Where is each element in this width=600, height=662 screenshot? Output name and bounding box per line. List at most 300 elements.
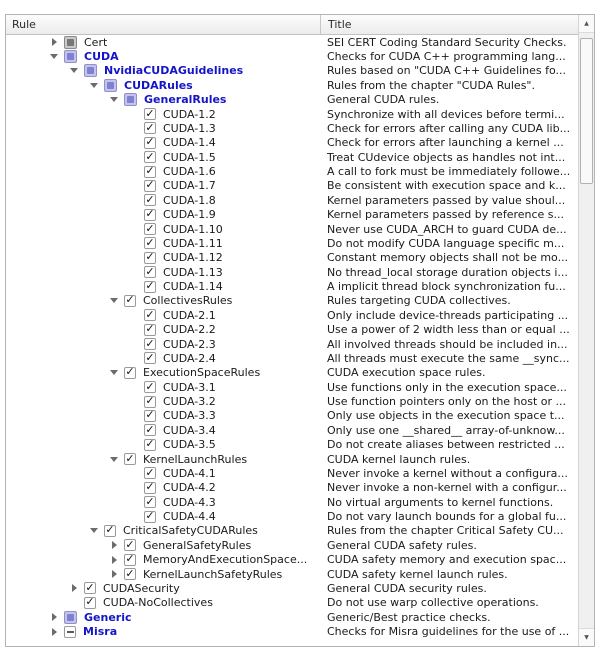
arrow-placeholder	[124, 150, 144, 164]
rule-title: Only use objects in the execution space t...	[327, 409, 565, 423]
rule-label: CUDA-2.1	[163, 308, 216, 322]
checkbox-checked[interactable]	[144, 511, 156, 523]
checkbox-checked[interactable]	[144, 338, 156, 350]
rule-title: Do not use warp collective operations.	[327, 596, 539, 610]
tree-row[interactable]	[6, 121, 578, 135]
arrow-placeholder	[124, 337, 144, 351]
rule-title: CUDA kernel launch rules.	[327, 452, 471, 466]
rule-cell	[6, 466, 320, 480]
rule-label: CUDA-2.4	[163, 351, 216, 365]
checkbox-checked[interactable]	[144, 396, 156, 408]
tree-row[interactable]	[6, 423, 578, 437]
tree-row[interactable]	[6, 164, 578, 178]
tree-row[interactable]	[6, 394, 578, 408]
chevron-expanded-icon	[110, 298, 118, 303]
rule-cell	[6, 438, 320, 452]
indent-spacer	[6, 530, 84, 531]
rule-label: CUDASecurity	[103, 581, 180, 595]
chevron-collapsed-icon	[52, 38, 57, 46]
scroll-up-icon: ▲	[584, 20, 589, 27]
arrow-placeholder	[124, 394, 144, 408]
title-column-header-cell[interactable]	[320, 15, 578, 34]
dash-icon	[67, 631, 74, 633]
rule-cell	[6, 49, 320, 63]
indent-spacer	[6, 387, 124, 388]
rule-title: Kernel parameters passed by reference s...	[327, 208, 565, 222]
checkmark-icon: ✓	[145, 150, 155, 163]
tree-row[interactable]	[6, 294, 578, 308]
rule-cell	[6, 481, 320, 495]
checkmark-icon: ✓	[145, 308, 155, 321]
checkmark-icon: ✓	[145, 193, 155, 206]
scroll-up-button[interactable]	[579, 15, 594, 33]
chevron-expanded-icon	[110, 97, 118, 102]
checkbox-partial-dash[interactable]	[64, 626, 76, 638]
checkbox-partial-blue[interactable]	[64, 50, 77, 63]
indent-spacer	[6, 114, 124, 115]
tree-row[interactable]	[6, 136, 578, 150]
checkbox-checked[interactable]	[144, 151, 156, 163]
rule-label: CUDA-3.1	[163, 380, 216, 394]
expand-toggle[interactable]	[104, 452, 124, 466]
indent-spacer	[6, 588, 64, 589]
checkbox-checked[interactable]	[144, 281, 156, 293]
checkmark-icon: ✓	[145, 265, 155, 278]
indent-spacer	[6, 401, 124, 402]
checkbox-checked[interactable]	[144, 482, 156, 494]
tree-row[interactable]	[6, 610, 578, 624]
checkbox-partial-gray[interactable]	[64, 36, 77, 49]
checkmark-icon: ✓	[145, 437, 155, 451]
arrow-placeholder	[124, 164, 144, 178]
expand-toggle[interactable]	[104, 553, 124, 567]
tree-row[interactable]	[6, 323, 578, 337]
checkbox-checked[interactable]	[144, 108, 156, 120]
checkmark-icon: ✓	[145, 178, 155, 192]
tree-row[interactable]	[6, 452, 578, 466]
rule-title: Never invoke a kernel without a configura...	[327, 466, 568, 480]
checkmark-icon: ✓	[125, 552, 135, 566]
indent-spacer	[6, 243, 124, 244]
indent-spacer	[6, 286, 124, 287]
arrow-placeholder	[124, 323, 144, 337]
tree-row[interactable]	[6, 150, 578, 164]
rule-title: Be consistent with execution space and k...	[327, 179, 566, 193]
rule-label: KernelLaunchRules	[143, 452, 248, 466]
rule-label: CUDARules	[124, 78, 193, 92]
tree-row[interactable]	[6, 78, 578, 92]
rule-cell	[6, 394, 320, 408]
tree-row[interactable]	[6, 179, 578, 193]
tree-row[interactable]	[6, 524, 578, 538]
rule-label: CUDA-2.3	[163, 337, 216, 351]
scroll-down-button[interactable]	[579, 628, 594, 646]
expand-toggle[interactable]	[104, 567, 124, 581]
arrow-placeholder	[124, 495, 144, 509]
rule-title: Only include device-threads participating ...	[327, 308, 569, 322]
rule-label: CUDA-1.2	[163, 107, 216, 121]
rule-label: KernelLaunchSafetyRules	[143, 567, 283, 581]
checkmark-icon: ✓	[145, 466, 155, 479]
checkbox-checked[interactable]	[144, 309, 156, 321]
indent-spacer	[6, 56, 44, 57]
tree-row[interactable]	[6, 251, 578, 265]
scrollbar-thumb[interactable]	[580, 38, 593, 184]
tree-row[interactable]	[6, 509, 578, 523]
chevron-collapsed-icon	[52, 613, 57, 621]
tree-header	[6, 15, 578, 35]
rule-title: Only use one __shared__ array-of-unknow...	[327, 423, 565, 437]
rule-title: General CUDA security rules.	[327, 581, 487, 595]
indent-spacer	[6, 142, 124, 143]
tree-row[interactable]	[6, 222, 578, 236]
rule-title: A call to fork must be immediately followe...	[327, 165, 571, 179]
indent-spacer	[6, 502, 124, 503]
rule-cell	[6, 495, 320, 509]
rule-cell	[6, 136, 320, 150]
rule-label: CUDA-1.7	[163, 179, 216, 193]
indent-spacer	[6, 229, 124, 230]
rule-label: CUDA-1.10	[163, 222, 223, 236]
checkbox-checked[interactable]	[144, 137, 156, 149]
checkbox-checked[interactable]	[104, 525, 116, 537]
tree-row[interactable]	[6, 596, 578, 610]
checkmark-icon: ✓	[125, 566, 135, 580]
expand-toggle[interactable]	[44, 610, 64, 624]
tree-row[interactable]	[6, 581, 578, 595]
checkbox-checked[interactable]	[124, 367, 136, 379]
vertical-scrollbar[interactable]	[578, 15, 594, 646]
rule-label: GeneralSafetyRules	[143, 538, 252, 552]
rule-title: Constant memory objects shall not be mo...	[327, 251, 569, 265]
tree-row[interactable]	[6, 64, 578, 78]
rule-title: All threads must execute the same __sync...	[327, 351, 570, 365]
rule-label: NvidiaCUDAGuidelines	[104, 64, 244, 78]
chevron-collapsed-icon	[52, 628, 57, 636]
rule-cell	[6, 164, 320, 178]
indent-spacer	[6, 171, 124, 172]
rule-title: Rules from the chapter "CUDA Rules".	[327, 78, 535, 92]
checkbox-partial-blue[interactable]	[124, 93, 137, 106]
checkbox-checked[interactable]	[84, 597, 96, 609]
checkbox-checked[interactable]	[144, 324, 156, 336]
indent-spacer	[6, 70, 64, 71]
tree-row[interactable]	[6, 553, 578, 567]
rule-label: CUDA-1.8	[163, 193, 216, 207]
checkbox-checked[interactable]	[144, 381, 156, 393]
chevron-collapsed-icon	[112, 570, 117, 578]
tree-row[interactable]	[6, 624, 578, 638]
tree-row[interactable]	[6, 466, 578, 480]
checkbox-checked[interactable]	[144, 209, 156, 221]
checkmark-icon: ✓	[125, 451, 135, 465]
indent-spacer	[6, 545, 104, 546]
tree-row[interactable]	[6, 49, 578, 63]
rule-cell	[6, 107, 320, 121]
rule-cell	[6, 294, 320, 308]
checkbox-checked[interactable]	[144, 410, 156, 422]
rule-label: CUDA-4.4	[163, 510, 216, 524]
rule-title: Check for errors after calling any CUDA lib...	[327, 121, 571, 135]
expand-toggle[interactable]	[44, 624, 64, 638]
checkbox-checked[interactable]	[124, 539, 136, 551]
checkbox-checked[interactable]	[124, 453, 136, 465]
rule-label: CUDA-1.12	[163, 251, 223, 265]
checkbox-checked[interactable]	[144, 237, 156, 249]
checkmark-icon: ✓	[105, 523, 115, 537]
checkbox-checked[interactable]	[144, 252, 156, 264]
tree-row[interactable]	[6, 538, 578, 552]
expand-toggle[interactable]	[64, 581, 84, 595]
indent-spacer	[6, 602, 64, 603]
arrow-placeholder	[124, 251, 144, 265]
checkbox-checked[interactable]	[144, 496, 156, 508]
rule-title: Check for errors after launching a kernel ...	[327, 136, 564, 150]
tree-row[interactable]	[6, 351, 578, 365]
rule-cell	[6, 121, 320, 135]
checkbox-checked[interactable]	[124, 295, 136, 307]
checkmark-icon: ✓	[145, 164, 155, 178]
rule-cell	[6, 323, 320, 337]
arrow-placeholder	[124, 265, 144, 279]
expand-toggle[interactable]	[64, 64, 84, 78]
rule-cell	[6, 279, 320, 293]
indent-spacer	[6, 617, 44, 618]
partial-fill-icon	[107, 82, 114, 89]
rule-cell	[6, 624, 320, 638]
rule-label: CUDA-4.1	[163, 466, 216, 480]
expand-toggle[interactable]	[84, 524, 104, 538]
checkmark-icon: ✓	[145, 336, 155, 350]
indent-spacer	[6, 42, 44, 43]
rule-cell	[6, 524, 320, 538]
checkbox-checked[interactable]	[124, 568, 136, 580]
expand-toggle[interactable]	[104, 366, 124, 380]
chevron-expanded-icon	[110, 370, 118, 375]
arrow-placeholder	[124, 279, 144, 293]
checkmark-icon: ✓	[145, 135, 155, 149]
rule-label: CUDA	[84, 50, 119, 64]
tree-row[interactable]	[6, 193, 578, 207]
tree-row[interactable]	[6, 35, 578, 49]
rule-label: CUDA-3.5	[163, 438, 216, 452]
checkbox-checked[interactable]	[144, 467, 156, 479]
checkbox-checked[interactable]	[144, 166, 156, 178]
rule-cell	[6, 581, 320, 595]
tree-row[interactable]	[6, 308, 578, 322]
rule-label: CollectivesRules	[143, 294, 233, 308]
chevron-collapsed-icon	[112, 541, 117, 549]
checkbox-partial-blue[interactable]	[104, 79, 117, 92]
checkmark-icon: ✓	[145, 380, 155, 393]
rule-cell	[6, 351, 320, 365]
rule-title: Use function pointers only on the host or ...	[327, 395, 567, 409]
checkmark-icon: ✓	[145, 423, 155, 436]
expand-toggle[interactable]	[44, 35, 64, 49]
checkbox-checked[interactable]	[124, 554, 136, 566]
checkbox-checked[interactable]	[144, 122, 156, 134]
arrow-placeholder	[124, 179, 144, 193]
rule-title: Generic/Best practice checks.	[327, 610, 491, 624]
checkbox-checked[interactable]	[144, 424, 156, 436]
indent-spacer	[6, 128, 124, 129]
tree-row[interactable]	[6, 567, 578, 581]
checkmark-icon: ✓	[125, 293, 135, 307]
tree-row[interactable]	[6, 380, 578, 394]
checkmark-icon: ✓	[145, 351, 155, 364]
tree-row[interactable]	[6, 107, 578, 121]
checkbox-checked[interactable]	[144, 352, 156, 364]
rule-title: Checks for CUDA C++ programming lang...	[327, 50, 566, 64]
rule-cell	[6, 452, 320, 466]
checkmark-icon: ✓	[145, 250, 155, 264]
indent-spacer	[6, 516, 124, 517]
rule-cell	[6, 553, 320, 567]
rule-cell	[6, 236, 320, 250]
tree-row[interactable]	[6, 366, 578, 380]
rule-title: Treat CUdevice objects as handles not int...	[327, 150, 566, 164]
arrow-placeholder	[124, 438, 144, 452]
indent-spacer	[6, 272, 124, 273]
rule-tree-widget	[5, 14, 595, 647]
rule-title: Synchronize with all devices before termi...	[327, 107, 565, 121]
rule-title: A implicit thread block synchronization fu...	[327, 280, 566, 294]
rule-cell	[6, 150, 320, 164]
rule-column-header[interactable]: Rule	[12, 18, 36, 31]
rule-cell	[6, 35, 320, 49]
rule-label: GeneralRules	[144, 93, 227, 107]
arrow-placeholder	[124, 208, 144, 222]
chevron-collapsed-icon	[72, 584, 77, 592]
indent-spacer	[6, 358, 124, 359]
chevron-expanded-icon	[50, 54, 58, 59]
arrow-placeholder	[124, 193, 144, 207]
indent-spacer	[6, 415, 124, 416]
chevron-expanded-icon	[70, 68, 78, 73]
checkmark-icon: ✓	[145, 408, 155, 422]
tree-row[interactable]	[6, 208, 578, 222]
indent-spacer	[6, 473, 124, 474]
title-column-header: Title	[328, 18, 352, 31]
tree-row[interactable]	[6, 481, 578, 495]
chevron-collapsed-icon	[112, 556, 117, 564]
rule-label: CUDA-4.3	[163, 495, 216, 509]
rule-title: Use a power of 2 width less than or equal ...	[327, 323, 570, 337]
rule-cell	[6, 567, 320, 581]
indent-spacer	[6, 459, 104, 460]
arrow-placeholder	[124, 466, 144, 480]
rule-title: No virtual arguments to kernel functions.	[327, 495, 554, 509]
rule-cell	[6, 380, 320, 394]
chevron-expanded-icon	[90, 528, 98, 533]
rule-cell	[6, 64, 320, 78]
expand-toggle[interactable]	[84, 78, 104, 92]
indent-spacer	[6, 344, 124, 345]
arrow-placeholder	[124, 481, 144, 495]
rule-title: Use functions only in the execution space...	[327, 380, 567, 394]
rule-label: ExecutionSpaceRules	[143, 366, 261, 380]
tree-row[interactable]	[6, 265, 578, 279]
checkmark-icon: ✓	[145, 495, 155, 508]
expand-toggle[interactable]	[104, 93, 124, 107]
checkbox-checked[interactable]	[144, 266, 156, 278]
tree-row[interactable]	[6, 93, 578, 107]
checkbox-checked[interactable]	[144, 180, 156, 192]
indent-spacer	[6, 185, 124, 186]
tree-row[interactable]	[6, 438, 578, 452]
checkbox-partial-blue[interactable]	[84, 64, 97, 77]
rule-title: All involved threads should be included in...	[327, 337, 568, 351]
rule-title: Checks for Misra guidelines for the use of ...	[327, 625, 570, 639]
indent-spacer	[6, 372, 104, 373]
checkbox-checked[interactable]	[144, 223, 156, 235]
rule-label: Generic	[84, 610, 132, 624]
indent-spacer	[6, 214, 124, 215]
rule-cell	[6, 366, 320, 380]
rule-title: CUDA safety kernel launch rules.	[327, 567, 508, 581]
rule-cell	[6, 251, 320, 265]
tree-row[interactable]	[6, 337, 578, 351]
tree-row[interactable]	[6, 495, 578, 509]
tree-row[interactable]	[6, 236, 578, 250]
rule-title: General CUDA safety rules.	[327, 538, 477, 552]
arrow-placeholder	[124, 308, 144, 322]
rule-cell	[6, 193, 320, 207]
checkmark-icon: ✓	[145, 106, 155, 120]
rule-cell	[6, 596, 320, 610]
checkmark-icon: ✓	[145, 279, 155, 293]
rule-label: CUDA-3.4	[163, 423, 216, 437]
expand-toggle[interactable]	[44, 49, 64, 63]
checkbox-checked[interactable]	[144, 194, 156, 206]
checkbox-checked[interactable]	[144, 439, 156, 451]
checkmark-icon: ✓	[145, 121, 155, 134]
chevron-expanded-icon	[90, 83, 98, 88]
arrow-placeholder	[124, 380, 144, 394]
rule-label: CUDA-4.2	[163, 481, 216, 495]
rule-title: Never invoke a non-kernel with a configur...	[327, 481, 567, 495]
indent-spacer	[6, 85, 84, 86]
indent-spacer	[6, 300, 104, 301]
expand-toggle[interactable]	[104, 538, 124, 552]
indent-spacer	[6, 200, 124, 201]
rule-cell	[6, 179, 320, 193]
rule-cell	[6, 93, 320, 107]
arrow-placeholder	[124, 107, 144, 121]
tree-row[interactable]	[6, 409, 578, 423]
expand-toggle[interactable]	[104, 294, 124, 308]
rule-title: SEI CERT Coding Standard Security Checks.	[327, 35, 567, 49]
rule-title: Rules targeting CUDA collectives.	[327, 294, 511, 308]
checkbox-partial-blue[interactable]	[64, 611, 77, 624]
indent-spacer	[6, 487, 124, 488]
rule-label: MemoryAndExecutionSpace...	[143, 553, 308, 567]
rule-label: CUDA-2.2	[163, 323, 216, 337]
arrow-placeholder	[124, 409, 144, 423]
checkbox-checked[interactable]	[84, 582, 96, 594]
rule-label: Misra	[83, 625, 118, 639]
rule-title: Do not create aliases between restricted ...	[327, 438, 565, 452]
rule-title: Do not vary launch bounds for a global fu...	[327, 510, 567, 524]
rule-label: CUDA-1.13	[163, 265, 223, 279]
checkmark-icon: ✓	[145, 394, 155, 408]
checkmark-icon: ✓	[125, 365, 135, 379]
rule-title: No thread_local storage duration objects i...	[327, 265, 568, 279]
rule-label: CUDA-1.9	[163, 208, 216, 222]
partial-fill-icon	[67, 53, 74, 60]
tree-row[interactable]	[6, 279, 578, 293]
rule-label: CUDA-NoCollectives	[103, 596, 213, 610]
